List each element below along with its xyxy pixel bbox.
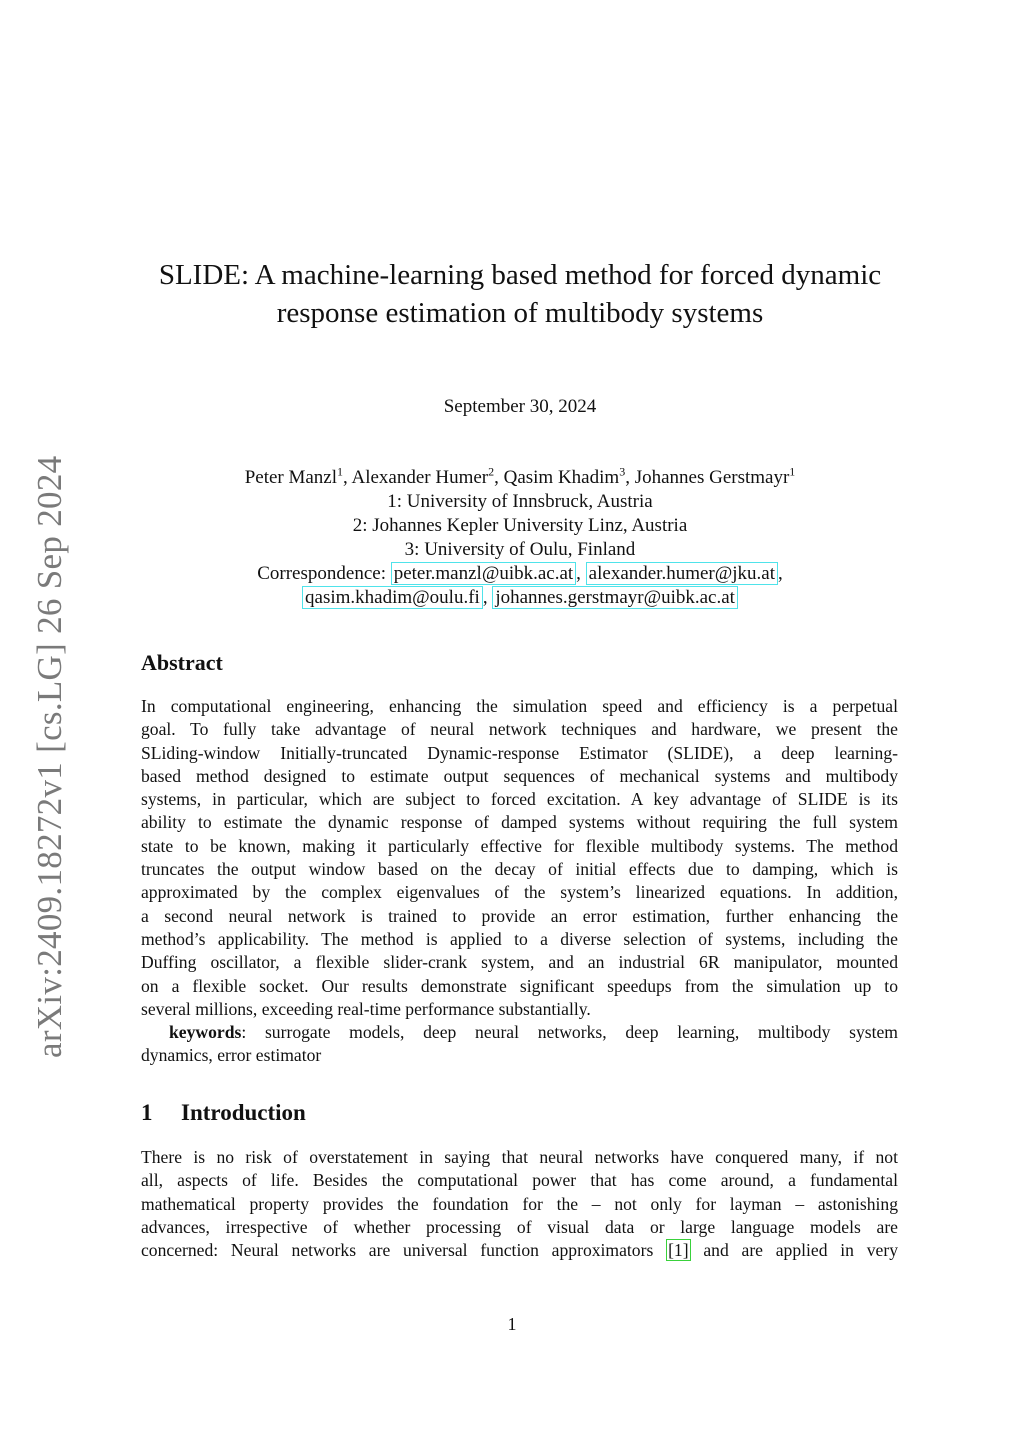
- citation-link[interactable]: [1]: [668, 1240, 689, 1261]
- abstract-line: on a flexible socket. Our results demonstrate significant speedups from the simulation up to: [141, 975, 898, 996]
- author-name: Qasim Khadim: [503, 467, 620, 488]
- intro-line: mathematical property provides the foundation for the – not only for layman – astonishing: [141, 1193, 898, 1214]
- abstract-line: based method designed to estimate output sequences of mechanical systems and multibody: [141, 765, 898, 786]
- abstract-line: SLiding-window Initially-truncated Dynamic-response Estimator (SLIDE), a deep learning-: [141, 742, 898, 763]
- email-link-khadim[interactable]: qasim.khadim@oulu.fi: [302, 586, 483, 609]
- abstract-line: method’s applicability. The method is applied to a diverse selection of systems, including the: [141, 928, 898, 949]
- author-affiliation-mark: 2: [488, 464, 495, 479]
- author-affiliation-mark: 3: [619, 464, 626, 479]
- arxiv-identifier-stamp: arXiv:2409.18272v1 [cs.LG] 26 Sep 2024: [30, 455, 69, 1058]
- email-link-humer[interactable]: alexander.humer@jku.at: [586, 562, 778, 585]
- title-line-2: response estimation of multibody systems: [276, 297, 764, 329]
- affiliation: 1: University of Innsbruck, Austria: [387, 491, 653, 512]
- email-separator: ,: [482, 587, 493, 608]
- abstract-line: approximated by the complex eigenvalues of the system’s linearized equations. In addition,: [141, 882, 898, 903]
- author-list: [140, 466, 900, 490]
- abstract-line: ability to estimate the dynamic response of damped systems without requiring the full system: [141, 812, 898, 833]
- abstract-body: [141, 695, 898, 1068]
- abstract-line: a second neural network is trained to provide an error estimation, further enhancing the: [141, 905, 898, 926]
- author-separator: ,: [625, 467, 635, 488]
- title-line-1: SLIDE: A machine-learning based method for forced dynamic: [158, 259, 882, 291]
- paper-title: [140, 256, 900, 332]
- keywords-text: : surrogate models, deep neural networks, deep learning, multibody system: [241, 1022, 898, 1043]
- author-separator: ,: [343, 467, 352, 488]
- intro-text: concerned: Neural networks are universal function approximators: [141, 1240, 667, 1261]
- abstract-line: truncates the output window based on the decay of initial effects due to damping, which is: [141, 859, 898, 880]
- keywords-label: keywords: [169, 1022, 242, 1043]
- email-trailing-comma: ,: [778, 563, 783, 584]
- section-heading-introduction: [141, 1100, 306, 1126]
- abstract-line: In computational engineering, enhancing the simulation speed and efficiency is a perpetual: [141, 696, 898, 716]
- correspondence-line-2: [140, 586, 900, 610]
- publication-date: September 30, 2024: [443, 396, 597, 417]
- email-link-manzl[interactable]: peter.manzl@uibk.ac.at: [391, 562, 576, 585]
- abstract-line: several millions, exceeding real-time performance substantially.: [141, 998, 591, 1019]
- introduction-body: [141, 1146, 898, 1262]
- intro-line: all, aspects of life. Besides the computational power that has come around, a fundamental: [141, 1170, 898, 1191]
- section-number: 1: [141, 1100, 153, 1125]
- affiliation: 2: Johannes Kepler University Linz, Austria: [352, 515, 688, 536]
- intro-text: and are applied in very: [690, 1240, 898, 1261]
- intro-line: There is no risk of overstatement in saying that neural networks have conquered many, if not: [141, 1147, 898, 1167]
- author-separator: ,: [494, 467, 504, 488]
- keywords-line: [141, 1021, 898, 1044]
- intro-line: advances, irrespective of whether processing of visual data or large language models are: [141, 1216, 898, 1237]
- author-name: Peter Manzl: [244, 467, 338, 488]
- keywords-line-2: dynamics, error estimator: [141, 1045, 322, 1066]
- email-link-gerstmayr[interactable]: johannes.gerstmayr@uibk.ac.at: [492, 586, 738, 609]
- abstract-line: Duffing oscillator, a flexible slider-crank system, and an industrial 6R manipulator, mounted: [141, 952, 898, 973]
- correspondence-label: Correspondence:: [257, 563, 391, 584]
- author-name: Alexander Humer: [351, 467, 489, 488]
- intro-line: [141, 1239, 898, 1262]
- author-name: Johannes Gerstmayr: [634, 467, 790, 488]
- author-affiliation-mark: 1: [789, 464, 796, 479]
- abstract-line: goal. To fully take advantage of neural network techniques and hardware, we present the: [141, 719, 898, 740]
- section-title: Introduction: [181, 1100, 306, 1125]
- email-separator: ,: [576, 563, 586, 584]
- abstract-line: state to be known, making it particularly effective for flexible multibody systems. The method: [141, 835, 898, 856]
- author-block: [140, 466, 900, 610]
- affiliation: 3: University of Oulu, Finland: [404, 539, 636, 560]
- author-affiliation-mark: 1: [337, 464, 344, 479]
- correspondence-line: [140, 562, 900, 586]
- abstract-heading: Abstract: [141, 650, 223, 675]
- abstract-line: systems, in particular, which are subject to forced excitation. A key advantage of SLIDE is its: [141, 789, 898, 810]
- page-number: 1: [507, 1314, 517, 1334]
